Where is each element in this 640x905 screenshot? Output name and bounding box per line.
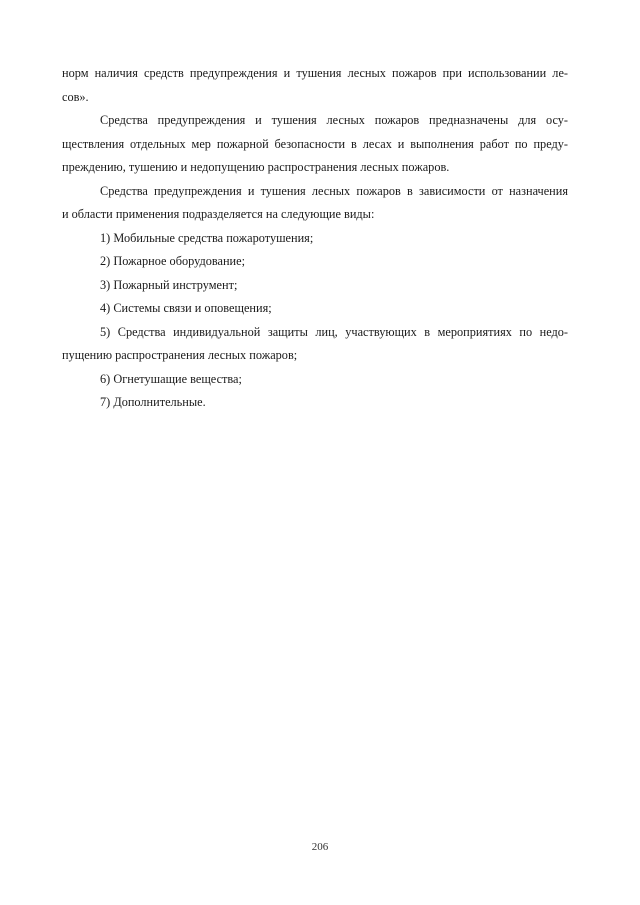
- text-line: Средства предупреждения и тушения лесных пожаров предназначены для осу-: [100, 113, 568, 127]
- list-item: 2) Пожарное оборудование;: [100, 254, 246, 268]
- text-line: сов».: [62, 89, 89, 104]
- types-list: [62, 227, 568, 415]
- list-item: 1) Мобильные средства пожаротушения;: [100, 230, 314, 245]
- list-item: 3) Пожарный инструмент;: [100, 277, 238, 292]
- paragraph-classification: [62, 180, 568, 227]
- text-line: ществления отдельных мер пожарной безопасности в лесах и выполнения работ по преду-: [62, 136, 568, 151]
- text-line: преждению, тушению и недопущению распространения лесных пожаров.: [62, 160, 450, 174]
- list-item: 4) Системы связи и оповещения;: [100, 301, 272, 315]
- list-item-continuation: пущению распространения лесных пожаров;: [62, 348, 298, 362]
- list-item: 6) Огнетушащие вещества;: [100, 371, 242, 386]
- list-item: 7) Дополнительные.: [100, 395, 206, 409]
- body-text: [62, 62, 568, 415]
- paragraph-continuation: [62, 62, 568, 109]
- text-line: и области применения подразделяется на следующие виды:: [62, 207, 375, 221]
- text-line: Средства предупреждения и тушения лесных пожаров в зависимости от назначения: [100, 183, 568, 198]
- paragraph-purpose: [62, 109, 568, 180]
- list-item: 5) Средства индивидуальной защиты лиц, участвующих в мероприятиях по недо-: [100, 324, 568, 339]
- page-number: 206: [311, 841, 329, 853]
- text-line: норм наличия средств предупреждения и тушения лесных пожаров при использовании ле-: [62, 66, 568, 80]
